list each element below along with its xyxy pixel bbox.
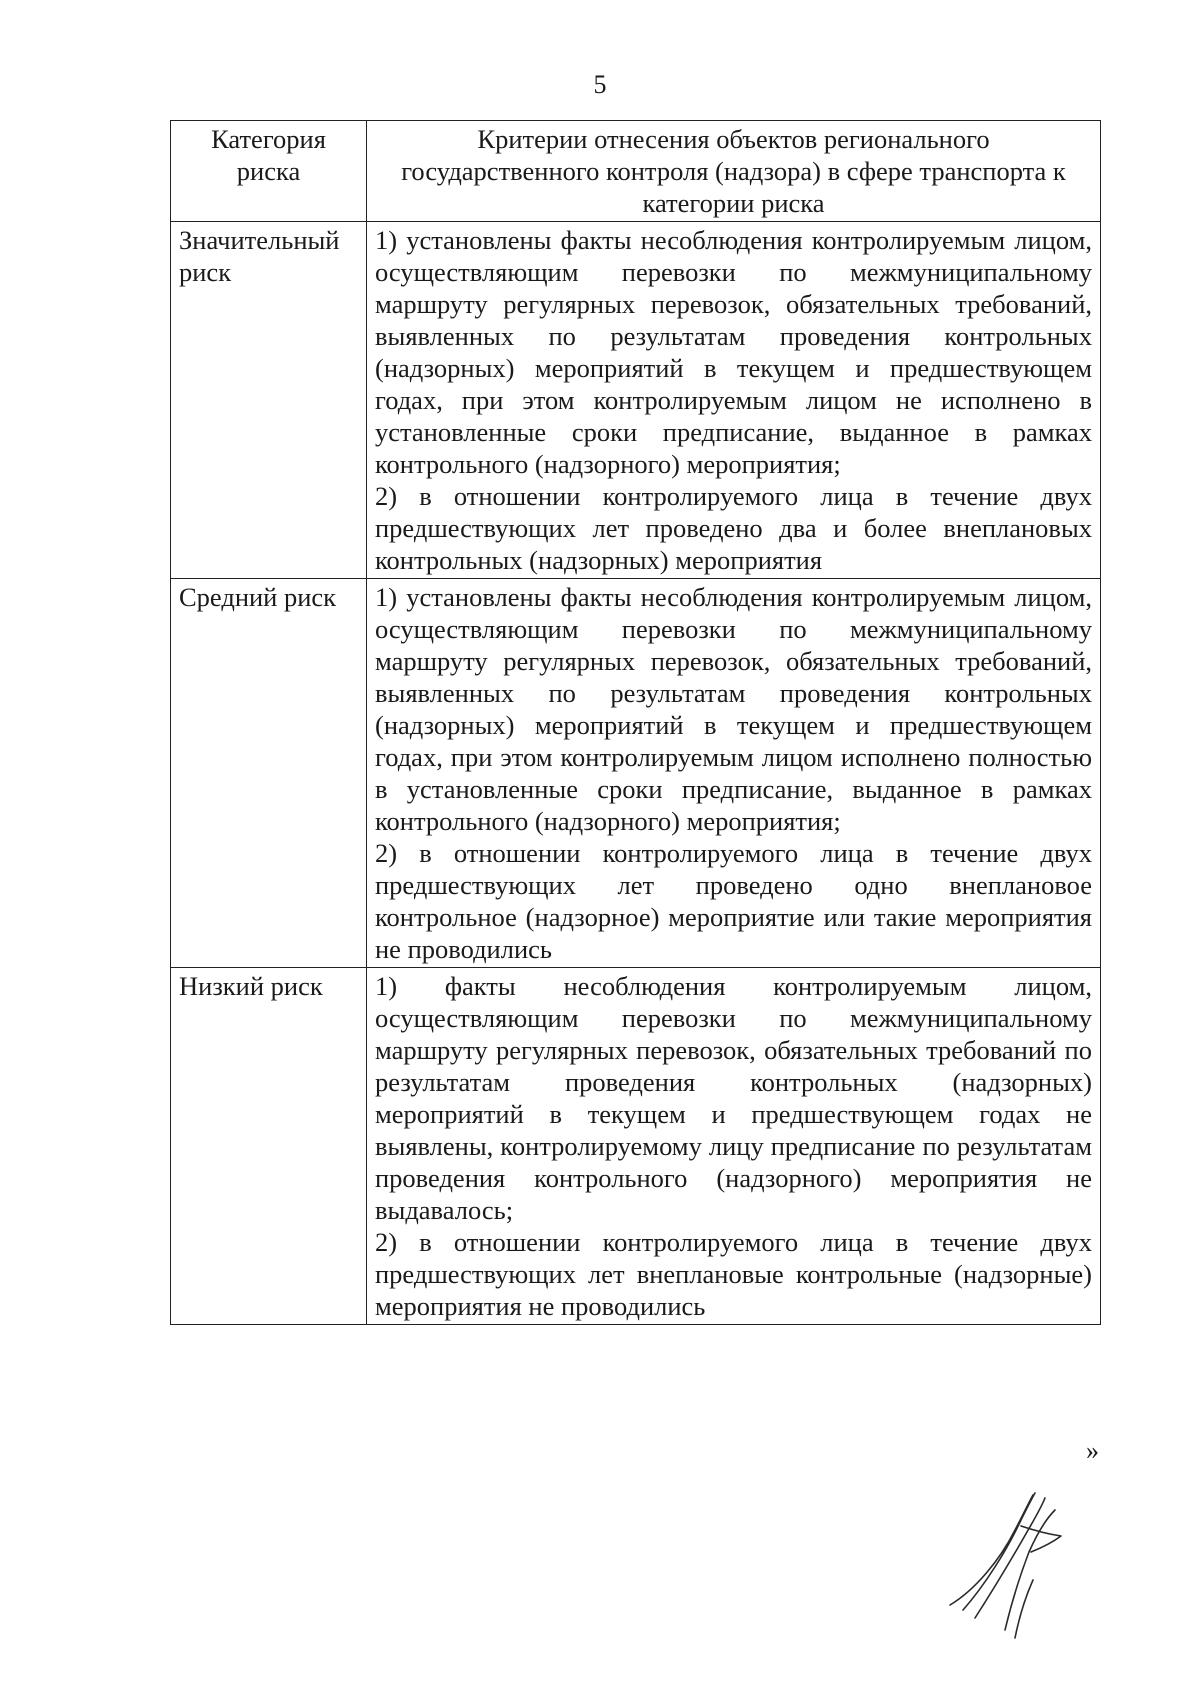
- risk-category-cell: Низкий риск: [171, 968, 367, 1325]
- risk-category-cell: Средний риск: [171, 579, 367, 968]
- criteria-cell: [367, 222, 1101, 579]
- handwritten-signature: [945, 1490, 1075, 1640]
- risk-category-cell: Значительный риск: [171, 222, 367, 579]
- criterion-item: 2) в отношении контролируемого лица в течение двух предшествующих лет внеплановые контрольные (надзорные) мероприятия не проводились: [375, 1227, 1092, 1321]
- criterion-item: 2) в отношении контролируемого лица в течение двух предшествующих лет проведено два и более внеплановых контрольных (надзорных) мероприятия: [375, 481, 1092, 575]
- criteria-cell: [367, 968, 1101, 1325]
- table-row: [171, 222, 1101, 579]
- criterion-item: 1) установлены факты несоблюдения контролируемым лицом, осуществляющим перевозки по межмуниципальному маршруту регулярных перевозок, обязательных требований, выявленных по результатам проведения контрольных (надзорных) мероприятий в текущем и предшествующем годах, при этом контролируемым лицом исполнено полностью в установленные сроки предписание, выданное в рамках контрольного (надзорного) мероприятия;: [375, 582, 1092, 836]
- header-category: Категория риска: [171, 121, 367, 222]
- table-row: [171, 968, 1101, 1325]
- criterion-item: 2) в отношении контролируемого лица в течение двух предшествующих лет проведено одно внеплановое контрольное (надзорное) мероприятие или такие мероприятия не проводились: [375, 838, 1092, 964]
- table-header-row: [171, 121, 1101, 222]
- criterion-item: 1) факты несоблюдения контролируемым лицом, осуществляющим перевозки по межмуниципальному маршруту регулярных перевозок, обязательных требований по результатам проведения контрольных (надзорных) мероприятий в текущем и предшествующем годах не выявлены, контролируемому лицу предписание по результатам проведения контрольного (надзорного) мероприятия не выдавалось;: [375, 971, 1092, 1225]
- risk-criteria-table: [170, 120, 1101, 1325]
- page-number: 5: [593, 70, 607, 99]
- criteria-cell: [367, 579, 1101, 968]
- table-row: [171, 579, 1101, 968]
- closing-quote-mark: »: [1086, 1436, 1099, 1465]
- header-criteria: Критерии отнесения объектов регионального государственного контроля (надзора) в сфере транспорта к категории риска: [367, 121, 1101, 222]
- criterion-item: 1) установлены факты несоблюдения контролируемым лицом, осуществляющим перевозки по межмуниципальному маршруту регулярных перевозок, обязательных требований, выявленных по результатам проведения контрольных (надзорных) мероприятий в текущем и предшествующем годах, при этом контролируемым лицом не исполнено в установленные сроки предписание, выданное в рамках контрольного (надзорного) мероприятия;: [375, 225, 1092, 479]
